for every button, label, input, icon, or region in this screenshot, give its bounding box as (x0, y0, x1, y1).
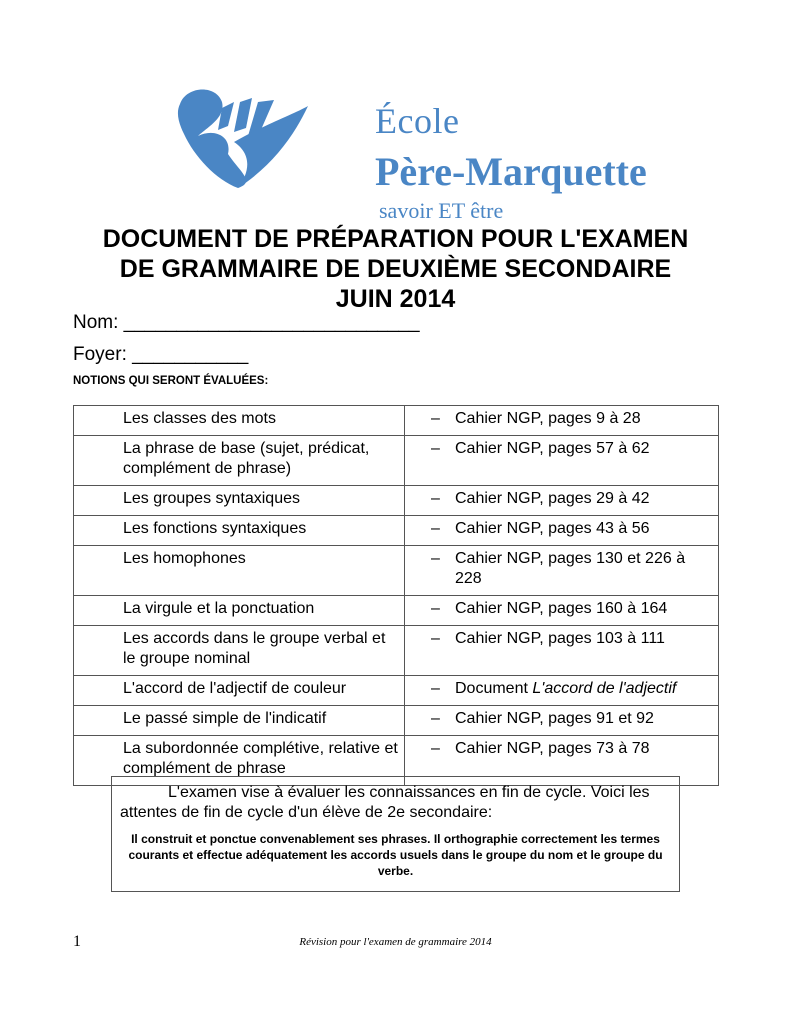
footer-title: Révision pour l'examen de grammaire 2014 (299, 936, 492, 948)
reference-text: Cahier NGP, pages 130 et 226 à 228 (455, 550, 686, 587)
topic-cell: La virgule et la ponctuation (74, 596, 405, 626)
reference-text: Cahier NGP, pages 29 à 42 (455, 490, 650, 507)
topic-cell: La subordonnée complétive, relative et complément de phrase (74, 736, 405, 786)
notions-heading: NOTIONS QUI SERONT ÉVALUÉES: (73, 375, 269, 387)
expectations-statement: Il construit et ponctue convenablement ses phrases. Il orthographie correctement les termes courants et effectue adéquatement les accords usuels dans le groupe du nom et le groupe du verbe. (128, 832, 663, 878)
dash-bullet: – (431, 550, 440, 567)
reference-cell (405, 436, 719, 486)
table-row (74, 486, 719, 516)
title-line-2: DE GRAMMAIRE DE DEUXIÈME SECONDAIRE (119, 255, 672, 283)
title-line-3: JUIN 2014 (335, 285, 456, 313)
reference-cell (405, 626, 719, 676)
dash-bullet: – (431, 740, 440, 757)
reference-text: Cahier NGP, pages 91 et 92 (455, 710, 654, 727)
heart-swoosh-logo (178, 89, 308, 188)
table-row (74, 596, 719, 626)
reference-text: Cahier NGP, pages 160 à 164 (455, 600, 668, 617)
topic-cell: Les fonctions syntaxiques (74, 516, 405, 546)
title-line-1: DOCUMENT DE PRÉPARATION POUR L'EXAMEN (102, 225, 689, 253)
reference-text: Cahier NGP, pages 103 à 111 (455, 630, 665, 647)
table-row (74, 406, 719, 436)
reference-cell (405, 676, 719, 706)
reference-text: Cahier NGP, pages 57 à 62 (455, 440, 650, 457)
topic-cell: La phrase de base (sujet, prédicat, complément de phrase) (74, 436, 405, 486)
topics-table (73, 405, 719, 786)
topic-cell: Les accords dans le groupe verbal et le groupe nominal (74, 626, 405, 676)
table-row (74, 676, 719, 706)
dash-bullet: – (431, 630, 440, 647)
dash-bullet: – (431, 710, 440, 727)
reference-cell (405, 516, 719, 546)
reference-prefix: Document (455, 680, 533, 697)
topic-cell: Les homophones (74, 546, 405, 596)
topic-cell: Les classes des mots (74, 406, 405, 436)
dash-bullet: – (431, 520, 440, 537)
name-field: Nom: ____________________________ (73, 312, 420, 333)
dash-bullet: – (431, 490, 440, 507)
group-field: Foyer: ___________ (73, 344, 249, 365)
reference-text: Cahier NGP, pages 73 à 78 (455, 740, 650, 757)
topic-cell: L'accord de l'adjectif de couleur (74, 676, 405, 706)
reference-text: Cahier NGP, pages 43 à 56 (455, 520, 650, 537)
table-row (74, 626, 719, 676)
reference-cell (405, 546, 719, 596)
expectations-box (111, 776, 680, 892)
dash-bullet: – (431, 680, 440, 697)
school-name-line2: Père-Marquette (375, 149, 647, 194)
dash-bullet: – (431, 410, 440, 427)
page-number: 1 (73, 933, 81, 950)
reference-cell (405, 706, 719, 736)
expectations-intro: L'examen vise à évaluer les connaissances en fin de cycle. Voici les attentes de fin de cycle d'un élève de 2e secondaire: (120, 784, 650, 821)
school-name-line1: École (375, 101, 460, 141)
reference-cell (405, 596, 719, 626)
reference-text: Cahier NGP, pages 9 à 28 (455, 410, 641, 427)
reference-cell (405, 406, 719, 436)
reference-cell (405, 486, 719, 516)
table-row (74, 546, 719, 596)
school-motto: savoir ET être (379, 198, 504, 223)
dash-bullet: – (431, 440, 440, 457)
reference-document-title: L'accord de l'adjectif (532, 680, 677, 697)
topic-cell: Les groupes syntaxiques (74, 486, 405, 516)
topic-cell: Le passé simple de l'indicatif (74, 706, 405, 736)
document-title (0, 224, 791, 314)
table-row (74, 706, 719, 736)
table-row (74, 516, 719, 546)
table-row (74, 436, 719, 486)
reference-text (431, 679, 712, 699)
dash-bullet: – (431, 600, 440, 617)
